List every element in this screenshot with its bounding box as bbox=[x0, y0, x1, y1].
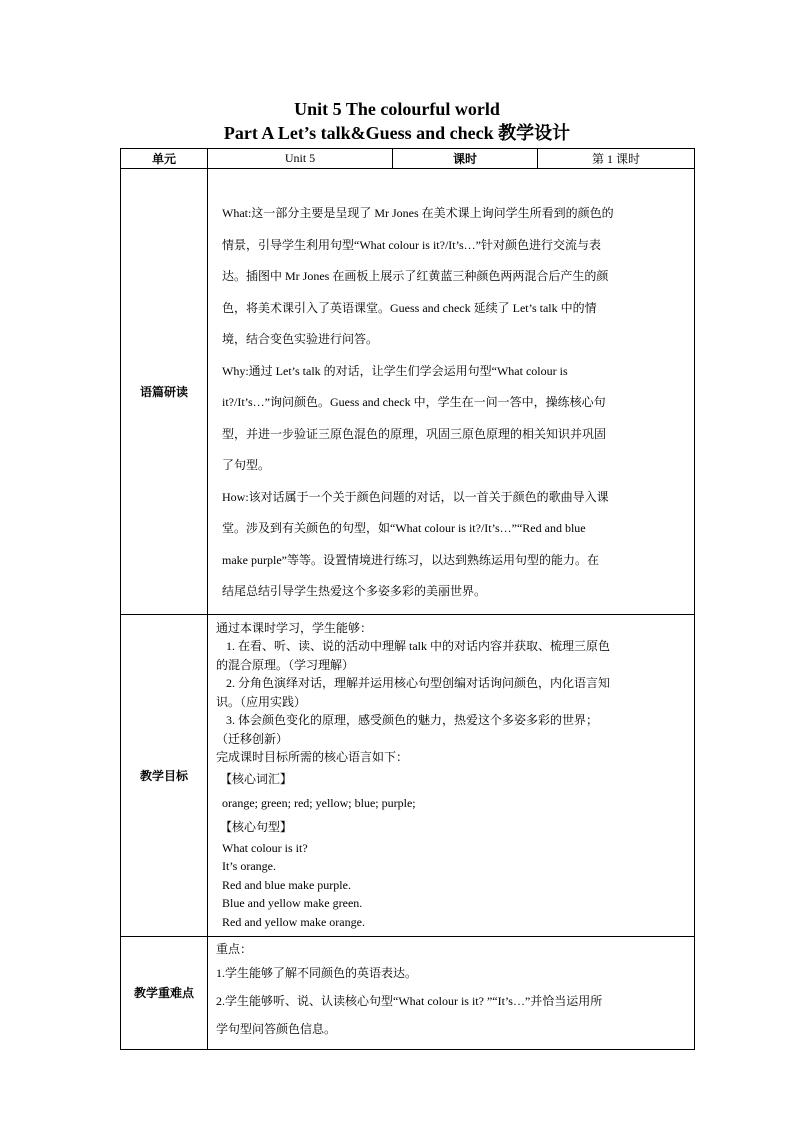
unit-value: Unit 5 bbox=[208, 149, 393, 169]
analysis-line: 型，并进一步验证三原色混色的原理，巩固三原色原理的相关知识并巩固 bbox=[222, 426, 607, 441]
sentence-item: What colour is it? bbox=[222, 840, 308, 855]
core-language-intro: 完成课时目标所需的核心语言如下： bbox=[216, 750, 409, 764]
goals-row bbox=[121, 614, 695, 936]
key-point-line: 学句型问答颜色信息。 bbox=[216, 1021, 337, 1036]
goal-item: 识。（应用实践） bbox=[216, 694, 307, 709]
goal-item: 1. 在看、听、读、说的活动中理解 talk 中的对话内容并获取、梳理三原色 bbox=[226, 639, 610, 653]
analysis-line: 情景，引导学生利用句型“What colour is it?/It’s…”针对颜色进行交流与表 bbox=[222, 237, 601, 252]
analysis-line: How:该对话属于一个关于颜色问题的对话，以一首关于颜色的歌曲导入课 bbox=[222, 489, 609, 504]
analysis-line: 境，结合变色实验进行问答。 bbox=[222, 332, 379, 346]
lesson-label: 课时 bbox=[393, 149, 538, 169]
analysis-line: What:这一部分主要是呈现了 Mr Jones 在美术课上询问学生所看到的颜色的 bbox=[222, 206, 614, 220]
vocab-heading: 【核心词汇】 bbox=[220, 771, 293, 786]
key-points-heading: 重点： bbox=[216, 941, 253, 956]
analysis-row bbox=[121, 169, 695, 615]
goal-item: 的混合原理。（学习理解） bbox=[216, 657, 355, 672]
sentence-item: It’s orange. bbox=[222, 859, 276, 873]
analysis-line: 了句型。 bbox=[222, 458, 271, 472]
document-subtitle: Part A Let’s talk&Guess and check 教学设计 bbox=[223, 123, 571, 143]
sentence-item: Red and blue make purple. bbox=[222, 877, 351, 892]
analysis-line: Why:通过 Let’s talk 的对话，让学生们学会运用句型“What colour is bbox=[222, 363, 568, 378]
goals-label: 教学目标 bbox=[121, 614, 208, 936]
key-points-content bbox=[208, 936, 695, 1049]
key-point-line: 2.学生能够听、说、认读核心句型“What colour is it? ”“It’s…”并恰当运用所 bbox=[216, 993, 603, 1008]
document-title: Unit 5 The colourful world bbox=[294, 99, 500, 119]
analysis-line: 结尾总结引导学生热爱这个多姿多彩的美丽世界。 bbox=[222, 584, 487, 598]
analysis-content bbox=[208, 169, 695, 615]
sentence-heading: 【核心句型】 bbox=[220, 819, 293, 834]
goal-item: 3. 体会颜色变化的原理，感受颜色的魅力，热爱这个多姿多彩的世界； bbox=[226, 713, 599, 727]
sentence-item: Red and yellow make orange. bbox=[222, 914, 365, 929]
header-row bbox=[121, 149, 695, 169]
analysis-label: 语篇研读 bbox=[121, 169, 208, 615]
vocab-list: orange; green; red; yellow; blue; purple; bbox=[222, 795, 416, 810]
goal-item: 2. 分角色演绎对话，理解并运用核心句型创编对话询问颜色，内化语言知 bbox=[226, 676, 611, 690]
goals-content bbox=[208, 614, 695, 936]
analysis-line: 达。插图中 Mr Jones 在画板上展示了红黄蓝三种颜色两两混合后产生的颜 bbox=[222, 269, 609, 283]
analysis-line: it?/It’s…”询问颜色。Guess and check 中，学生在一问一答中，操练核心句 bbox=[222, 395, 606, 409]
lesson-plan-table bbox=[120, 148, 695, 1050]
goal-item: （迁移创新） bbox=[216, 731, 289, 746]
key-point-line: 1.学生能够了解不同颜色的英语表达。 bbox=[216, 965, 418, 980]
sentence-item: Blue and yellow make green. bbox=[222, 896, 363, 910]
analysis-line: make purple”等等。设置情境进行练习，以达到熟练运用句型的能力。在 bbox=[222, 552, 599, 567]
key-points-row bbox=[121, 936, 695, 1049]
lesson-value: 第 1 课时 bbox=[538, 149, 695, 169]
key-points-label: 教学重难点 bbox=[121, 936, 208, 1049]
unit-label: 单元 bbox=[121, 149, 208, 169]
analysis-line: 色，将美术课引入了英语课堂。Guess and check 延续了 Let’s talk 中的情 bbox=[222, 300, 597, 315]
analysis-line: 堂。涉及到有关颜色的句型，如“What colour is it?/It’s…”“Red and blue bbox=[222, 521, 586, 535]
goals-intro: 通过本课时学习，学生能够： bbox=[216, 620, 373, 635]
